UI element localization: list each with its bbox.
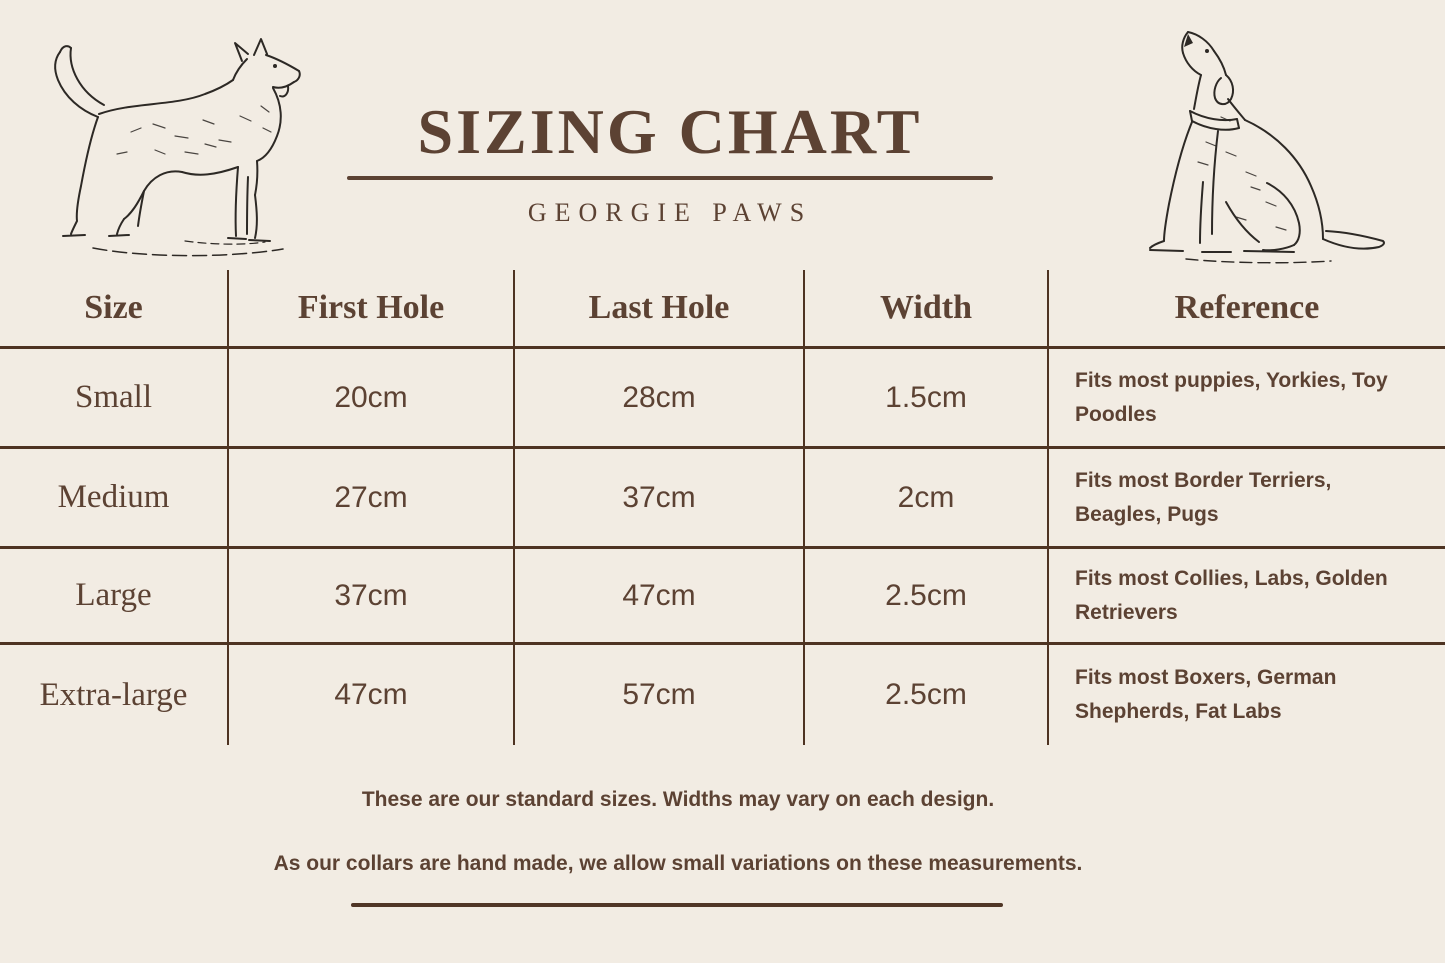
table-cell-first-hole: 37cm xyxy=(229,549,515,645)
table-cell-first-hole: 47cm xyxy=(229,645,515,745)
column-header-last-hole: Last Hole xyxy=(515,270,805,349)
table-cell-width: 2cm xyxy=(805,449,1049,549)
column-header-reference: Reference xyxy=(1049,270,1445,349)
standing-dog-svg xyxy=(35,24,320,269)
table-cell-width: 2.5cm xyxy=(805,645,1049,745)
footer-note-standard-sizes: These are our standard sizes. Widths may vary on each design. xyxy=(361,788,995,811)
table-cell-first-hole: 27cm xyxy=(229,449,515,549)
brand-subtitle: GEORGIE PAWS xyxy=(527,198,813,227)
table-cell-reference: Fits most puppies, Yorkies, Toy Poodles xyxy=(1049,349,1445,449)
table-cell-size: Extra-large xyxy=(0,645,229,745)
table-cell-size: Medium xyxy=(0,449,229,549)
sitting-dog-svg xyxy=(1126,22,1396,270)
table-cell-last-hole: 57cm xyxy=(515,645,805,745)
table-cell-size: Small xyxy=(0,349,229,449)
column-header-size: Size xyxy=(0,270,229,349)
table-cell-size: Large xyxy=(0,549,229,645)
table-cell-width: 2.5cm xyxy=(805,549,1049,645)
table-cell-reference: Fits most Boxers, German Shepherds, Fat Labs xyxy=(1075,666,1337,723)
page-title: SIZING CHART xyxy=(417,96,923,167)
table-cell-reference: Fits most Border Terriers, Beagles, Pugs xyxy=(1049,449,1445,549)
title-underline xyxy=(347,176,993,180)
header xyxy=(340,96,1000,228)
table-cell-first-hole: 20cm xyxy=(229,349,515,449)
column-header-width: Width xyxy=(805,270,1049,349)
table-cell-width: 1.5cm xyxy=(805,349,1049,449)
sizing-table xyxy=(0,270,1445,745)
sitting-dog-icon xyxy=(1126,22,1396,275)
table-cell-last-hole: 37cm xyxy=(515,449,805,549)
footer-note-handmade: As our collars are hand made, we allow small variations on these measurements. xyxy=(273,852,1083,875)
table-cell-reference: Fits most Collies, Labs, Golden Retrievers xyxy=(1049,549,1445,645)
table-cell-last-hole: 28cm xyxy=(515,349,805,449)
bottom-rule xyxy=(351,903,1003,907)
table-cell-last-hole: 47cm xyxy=(515,549,805,645)
standing-dog-icon xyxy=(35,24,320,274)
column-header-first-hole: First Hole xyxy=(229,270,515,349)
